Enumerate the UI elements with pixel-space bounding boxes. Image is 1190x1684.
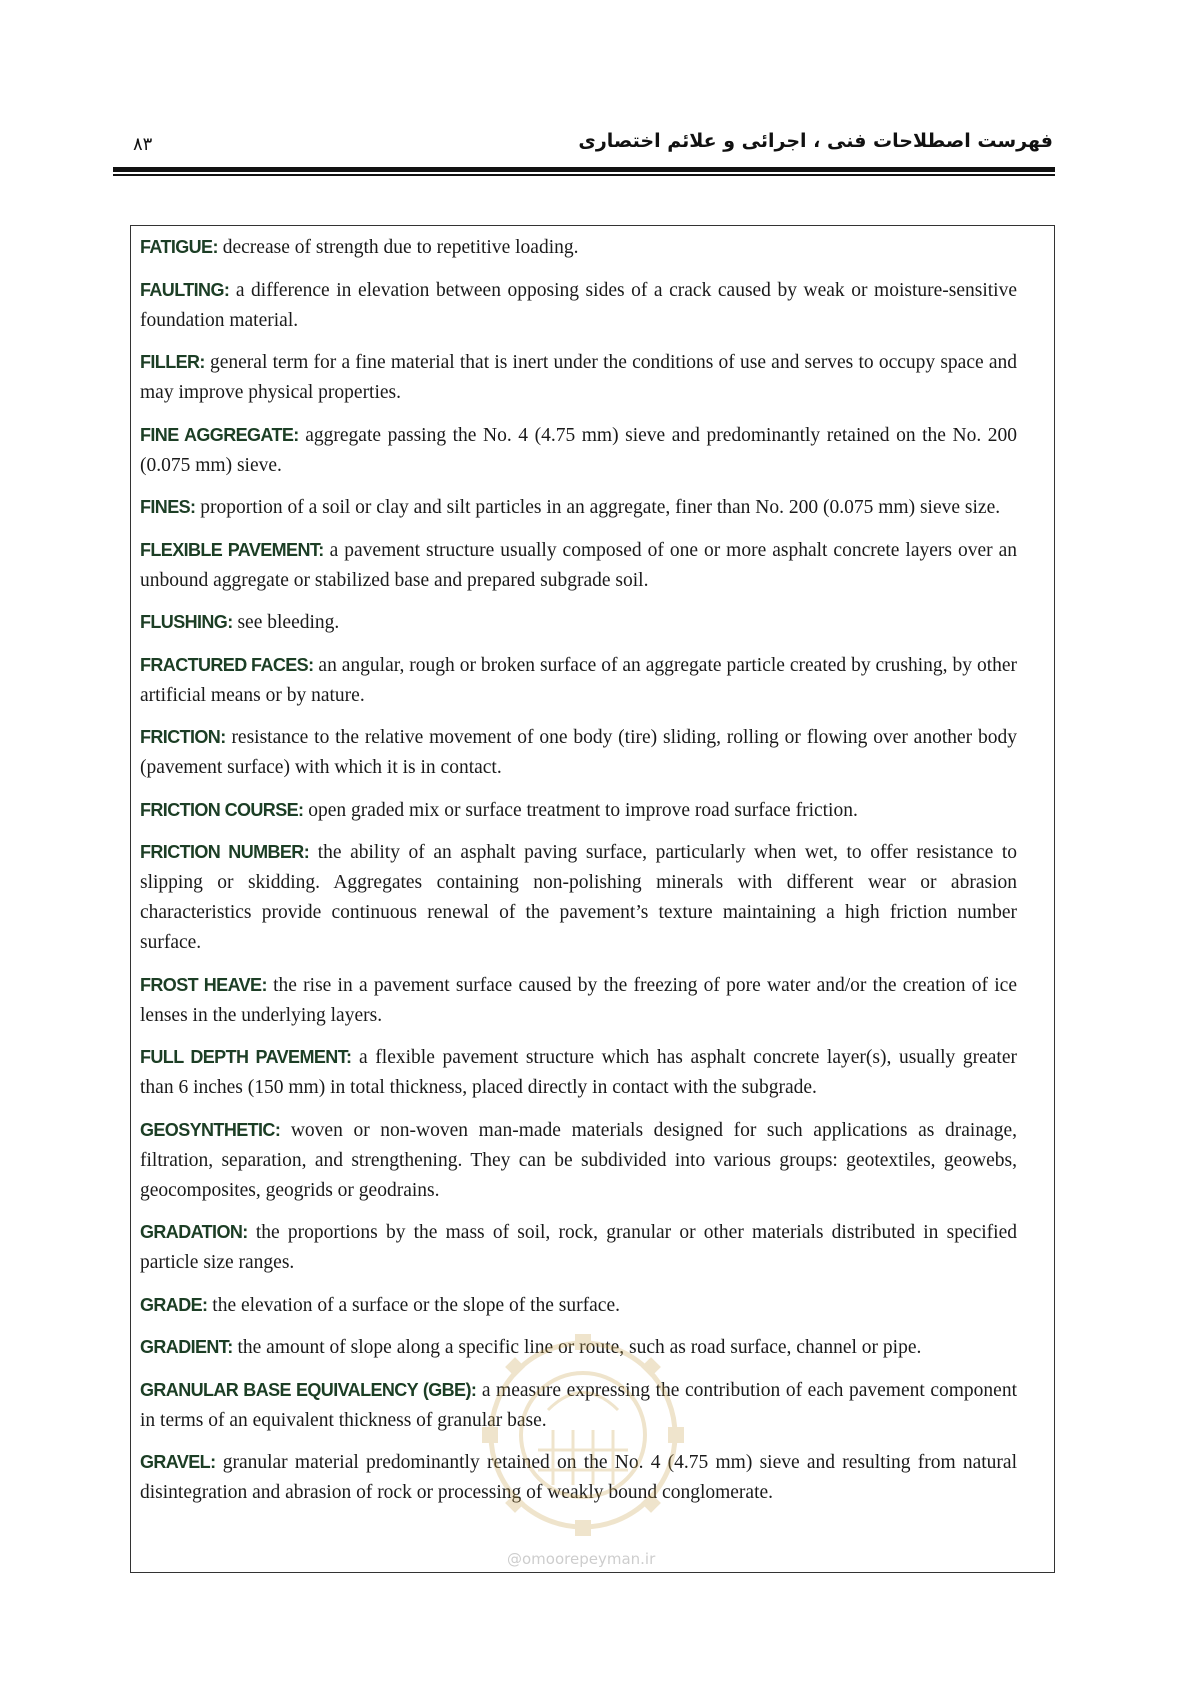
glossary-entry [140,795,1017,826]
glossary-definition: a measure expressing the contribution of each pavement component in terms of an equivalent thickness of granular base. [140,1379,1017,1431]
glossary-entry [140,650,1017,711]
header-rule-thick [113,167,1055,172]
glossary-term: GEOSYNTHETIC: [140,1119,281,1140]
glossary-term: FINE AGGREGATE: [140,424,299,445]
glossary-definition: a flexible pavement structure which has asphalt concrete layer(s), usually greater than 6 inches (150 mm) in total thickness, placed directly in contact with the subgrade. [140,1047,1017,1098]
glossary-definition: granular material predominantly retained on the No. 4 (4.75 mm) sieve and resulting from natural disintegration and abrasion of rock or processing of weakly bound conglomerate. [140,1452,1017,1503]
glossary-entry [140,420,1017,481]
glossary-definition: resistance to the relative movement of one body (tire) sliding, rolling or flowing over another body (pavement surface) with which it is in contact. [140,727,1017,778]
glossary-entry [140,347,1017,408]
glossary-definition: a pavement structure usually composed of one or more asphalt concrete layers over an unbound aggregate or stabilized base and prepared subgrade soil. [140,539,1018,591]
glossary-entry [140,722,1017,783]
glossary-definition: aggregate passing the No. 4 (4.75 mm) sieve and predominantly retained on the No. 200 (0.075 mm) sieve. [140,424,1018,476]
glossary-entry [140,1447,1017,1508]
glossary-term: FRICTION NUMBER: [140,842,310,862]
glossary-definition: the amount of slope along a specific line or route, such as road surface, channel or pipe. [237,1337,922,1358]
glossary-definition: the elevation of a surface or the slope of the surface. [212,1294,620,1316]
glossary-definition: the proportions by the mass of soil, rock, granular or other materials distributed in specified particle size ranges. [140,1222,1018,1273]
glossary-entry [140,837,1017,958]
glossary-definition: open graded mix or surface treatment to improve road surface friction. [308,799,858,821]
running-title: فهرست اصطلاحات فنی ، اجرائی و علائم اختصاری [578,130,1053,152]
glossary-definition: woven or non-woven man-made materials designed for such applications as drainage, filtration, separation, and strengthening. They can be subdivided into various groups: geotextiles, geowebs, geocomposites, geogrids or geodrains. [140,1119,1017,1201]
glossary-term: GRANULAR BASE EQUIVALENCY (GBE): [140,1379,477,1400]
glossary-term: GRADATION: [140,1222,248,1242]
glossary-entry [140,492,1017,523]
glossary-term: FILLER: [140,352,205,372]
glossary-entry [140,275,1017,336]
glossary-entry [140,1217,1017,1278]
glossary-entry [140,1290,1017,1321]
glossary-definition: proportion of a soil or clay and silt particles in an aggregate, finer than No. 200 (0.075 mm) sieve size. [200,497,1001,518]
glossary-term: FATIGUE: [140,237,218,257]
glossary-term: GRAVEL: [140,1452,216,1472]
glossary-term: FRACTURED FACES: [140,654,314,675]
glossary-definition: a difference in elevation between opposing sides of a crack caused by weak or moisture-sensitive foundation material. [140,279,1018,331]
glossary-entry [140,535,1017,596]
glossary-entry [140,970,1017,1031]
page-header [115,130,1053,164]
glossary-entry [140,607,1017,638]
glossary-entry [140,1115,1017,1206]
glossary-term: FAULTING: [140,279,230,300]
watermark-text: @omoorepeyman.ir [507,1550,656,1568]
glossary-entries [140,232,1017,1520]
page-number: ۸۳ [133,134,153,155]
glossary-term: FRICTION COURSE: [140,799,304,820]
glossary-term: FLUSHING: [140,612,233,632]
glossary-term: FULL DEPTH PAVEMENT: [140,1047,352,1067]
glossary-term: FLEXIBLE PAVEMENT: [140,539,324,560]
glossary-term: GRADIENT: [140,1337,233,1357]
header-rule-thin [113,174,1055,176]
glossary-definition: general term for a fine material that is inert under the conditions of use and serves to occupy space and may improve physical properties. [140,352,1017,403]
glossary-definition: the rise in a pavement surface caused by the freezing of pore water and/or the creation of ice lenses in the underlying layers. [140,974,1017,1026]
glossary-definition: the ability of an asphalt paving surface, particularly when wet, to offer resistance to slipping or skidding. Aggregates containing non-polishing minerals with different wear or abrasion characteristics provide continuous renewal of the pavement’s texture maintaining a high friction number surface. [140,842,1017,953]
glossary-entry [140,1375,1017,1436]
glossary-entry [140,1042,1017,1103]
glossary-entry [140,1332,1017,1363]
glossary-definition: decrease of strength due to repetitive loading. [222,237,579,258]
glossary-definition: see bleeding. [237,612,340,633]
glossary-term: FRICTION: [140,727,226,747]
glossary-term: FROST HEAVE: [140,974,267,995]
glossary-box [130,225,1055,1573]
glossary-definition: an angular, rough or broken surface of an aggregate particle created by crushing, by other artificial means or by nature. [140,654,1018,706]
glossary-term: GRADE: [140,1294,208,1315]
glossary-term: FINES: [140,497,196,517]
glossary-entry [140,232,1017,263]
